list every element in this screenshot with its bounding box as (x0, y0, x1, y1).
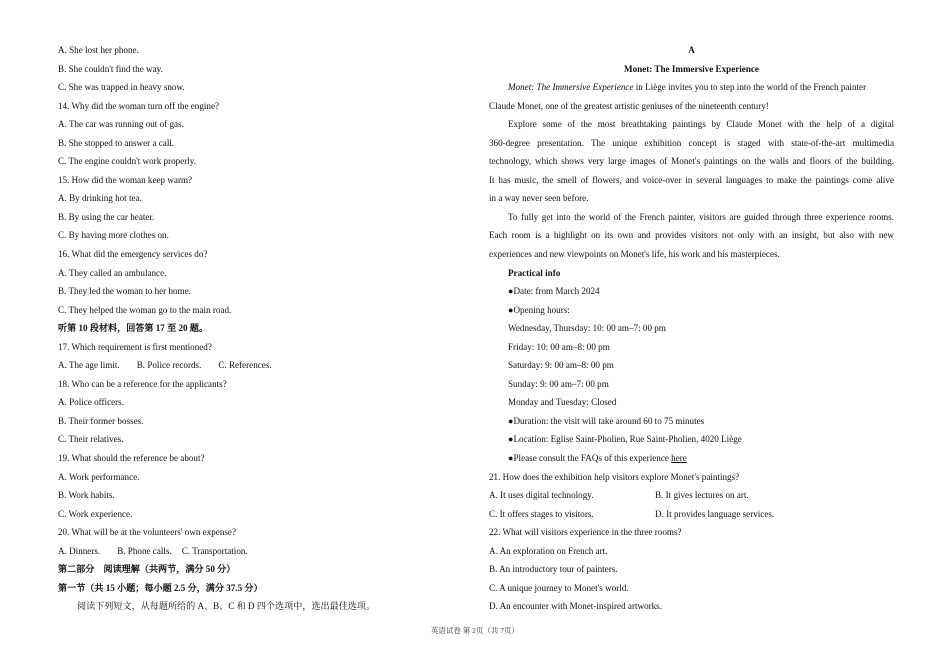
info-faq (489, 449, 894, 468)
q20-option-b: B. Phone calls. (117, 545, 172, 556)
q19-option-a: A. Work performance. (58, 471, 140, 482)
q19-option-c: C. Work experience. (58, 508, 133, 519)
q17-options (58, 356, 458, 375)
q22-option-a: A. An exploration on French art. (489, 545, 608, 556)
passage-title: Monet: The Immersive Experience (624, 63, 759, 74)
hours-sunday: Sunday: 9: 00 am–7: 00 pm (508, 378, 609, 389)
q22-option-b: B. An introductory tour of painters. (489, 564, 618, 575)
paragraph-3-line-3: experiences and new viewpoints on Monet's life, his work and his masterpieces. (489, 249, 780, 260)
q20-option-a: A. Dinners. (58, 545, 101, 556)
paragraph-2-line-3: technology, which shows very large images of Monet's paintings on the walls and floors of the building. (489, 156, 894, 167)
q14-option-c: C. The engine couldn't work properly. (58, 156, 197, 167)
paragraph-2-line-2: 360-degree presentation. The unique exhibition concept is staged with state-of-the-art multimedia (489, 137, 894, 148)
part-2-heading: 第二部分 阅读理解（共两节，满分 50 分） (58, 564, 236, 575)
question-16: 16. What did the emergency services do? (58, 249, 208, 260)
q15-option-b: B. By using the car heater. (58, 211, 155, 222)
hours-wed-thu: Wednesday, Thursday: 10: 00 am–7: 00 pm (508, 323, 666, 334)
section-1-heading: 第一节（共 15 小题；每小题 2.5 分，满分 37.5 分） (58, 582, 263, 593)
q19-option-b: B. Work habits. (58, 490, 115, 501)
q16-option-b: B. They led the woman to her home. (58, 286, 191, 297)
right-column (489, 41, 894, 616)
faq-link[interactable]: here (671, 453, 687, 464)
q22-option-d: D. An encounter with Monet-inspired artworks. (489, 601, 662, 612)
hours-saturday: Saturday: 9: 00 am–8: 00 pm (508, 360, 614, 371)
q21-options-ab (489, 486, 894, 505)
q18-option-c: C. Their relatives. (58, 434, 124, 445)
q20-option-c: C. Transportation. (181, 545, 248, 556)
paragraph-2-line-4: It has music, the smell of flowers, and voice-over in several languages to make the paintings come alive (489, 174, 894, 185)
q14-option-b: B. She stopped to answer a call. (58, 137, 175, 148)
info-date: ●Date: from March 2024 (508, 286, 600, 297)
question-21: 21. How does the exhibition help visitors explore Monet's paintings? (489, 471, 740, 482)
question-18: 18. Who can be a reference for the applicants? (58, 378, 227, 389)
q13-option-b: B. She couldn't find the way. (58, 63, 163, 74)
paragraph-3-line-2: Each room is a highlight on its own and provides visitors not only with an insight, but also with new (489, 230, 894, 241)
question-20: 20. What will be at the volunteers' own expense? (58, 527, 236, 538)
q16-option-c: C. They helped the woman go to the main road. (58, 304, 232, 315)
info-location: ●Location: Eglise Saint-Pholien, Rue Saint-Pholien, 4020 Liège (508, 434, 742, 445)
faq-text: ●Please consult the FAQs of this experience (508, 453, 672, 464)
q16-option-a: A. They called an ambulance. (58, 267, 167, 278)
hours-friday: Friday: 10: 00 am–8: 00 pm (508, 341, 610, 352)
left-column (58, 41, 458, 616)
section-10-heading: 听第 10 段材料，回答第 17 至 20 题。 (58, 323, 209, 334)
paragraph-2-line-1: Explore some of the most breathtaking paintings by Claude Monet with the help of a digital (508, 119, 894, 130)
paragraph-1-text: in Liège invites you to step into the world of the French painter (633, 82, 867, 93)
reading-instructions: 阅读下列短文，从每题所给的 A、B、C 和 D 四个选项中，选出最佳选项。 (77, 601, 376, 612)
q20-options (58, 542, 458, 561)
paragraph-1-line-2: Claude Monet, one of the greatest artistic geniuses of the nineteenth century! (489, 100, 769, 111)
q13-option-a: A. She lost her phone. (58, 45, 139, 55)
page-footer: 英语试卷 第 2页（共 7页） (430, 626, 520, 635)
paragraph-1-line-1 (489, 78, 894, 97)
q22-option-c: C. A unique journey to Monet's world. (489, 582, 629, 593)
q14-option-a: A. The car was running out of gas. (58, 119, 184, 130)
q21-option-c: C. It offers stages to visitors. (489, 508, 594, 519)
question-15: 15. How did the woman keep warm? (58, 174, 193, 185)
q21-option-b: B. It gives lectures on art. (655, 490, 749, 501)
q21-option-a: A. It uses digital technology. (489, 490, 594, 501)
paragraph-3-line-1: To fully get into the world of the French painter, visitors are guided through three experience rooms. (508, 211, 894, 222)
practical-info-heading: Practical info (508, 267, 561, 278)
q18-option-b: B. Their former bosses. (58, 415, 144, 426)
question-19: 19. What should the reference be about? (58, 453, 205, 464)
q15-option-a: A. By drinking hot tea. (58, 193, 142, 204)
q21-option-d: D. It provides language services. (655, 508, 775, 519)
question-17: 17. Which requirement is first mentioned? (58, 341, 212, 352)
question-14: 14. Why did the woman turn off the engine? (58, 100, 220, 111)
q13-option-c: C. She was trapped in heavy snow. (58, 82, 185, 93)
q17-option-c: C. References. (218, 360, 272, 371)
exhibition-name: Monet: The Immersive Experience (508, 82, 634, 93)
info-duration: ●Duration: the visit will take around 60 to 75 minutes (508, 415, 705, 426)
passage-letter: A (688, 45, 695, 55)
question-22: 22. What will visitors experience in the three rooms? (489, 527, 682, 538)
q17-option-b: B. Police records. (136, 360, 202, 371)
hours-mon-tue: Monday and Tuesday: Closed (508, 397, 617, 408)
paragraph-2-line-5: in a way never seen before. (489, 193, 589, 204)
q21-options-cd (489, 505, 894, 524)
info-opening-hours: ●Opening hours: (508, 304, 570, 315)
q17-option-a: A. The age limit. (58, 360, 120, 371)
q15-option-c: C. By having more clothes on. (58, 230, 169, 241)
q18-option-a: A. Police officers. (58, 397, 124, 408)
